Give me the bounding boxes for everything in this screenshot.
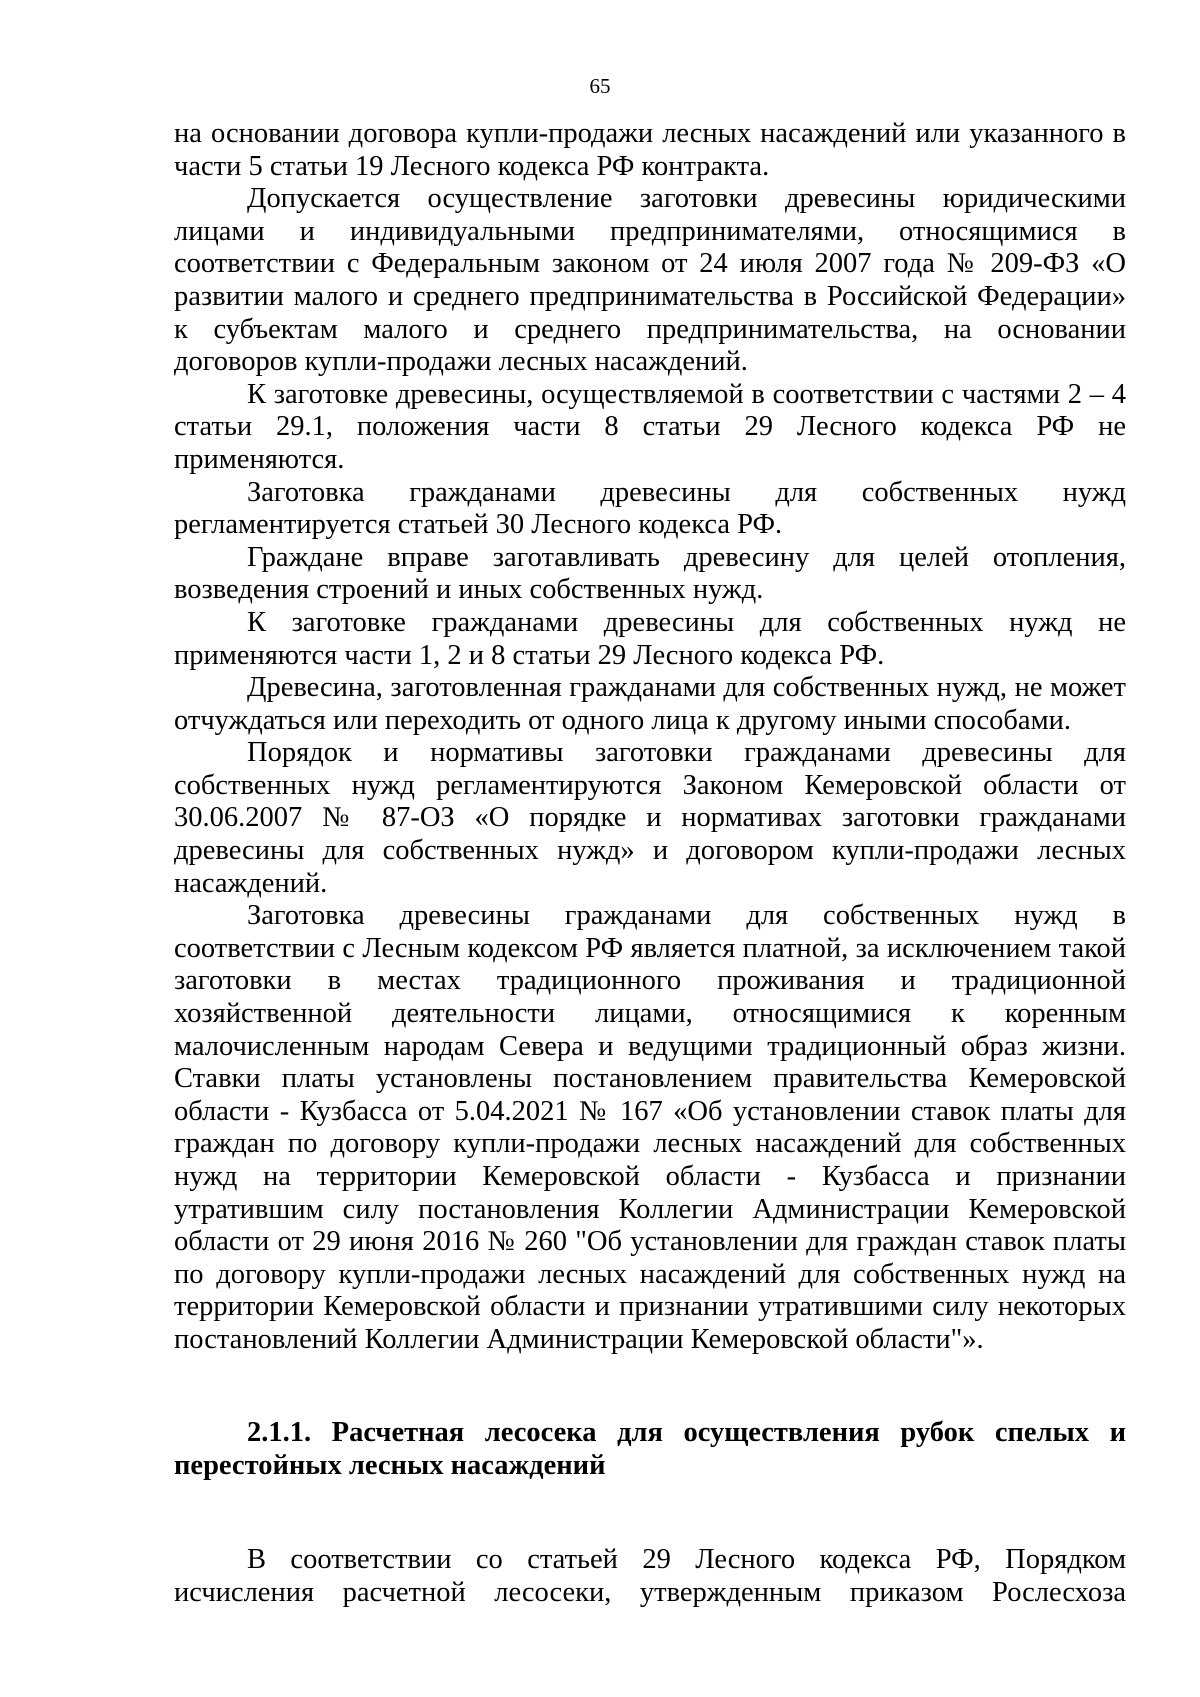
paragraph: Допускается осуществление заготовки древесины юридическими лицами и индивидуальными предпринимателями, относящимися в соответствии с Федеральным законом от 24 июля 2007 года № 209-ФЗ «О развитии малого и среднего предпринимательства в Российской Федерации» к субъектам малого и среднего предпринимательства, на основании договоров купли-продажи лесных насаждений.: [174, 183, 1126, 378]
body-text: [174, 118, 1126, 1357]
paragraph: на основании договора купли-продажи лесных насаждений или указанного в части 5 статьи 19 Лесного кодекса РФ контракта.: [174, 118, 1126, 182]
paragraph: Заготовка древесины гражданами для собственных нужд в соответствии с Лесным кодексом РФ является платной, за исключением такой заготовки в местах традиционного проживания и традиционной хозяйственной деятельности лицами, относящимися к коренным малочисленным народам Севера и ведущими традиционный образ жизни. Ставки платы установлены постановлением правительства Кемеровской области - Кузбасса от 5.04.2021 № 167 «Об установлении ставок платы для граждан по договору купли-продажи лесных насаждений для собственных нужд на территории Кемеровской области - Кузбасса и признании утратившим силу постановления Коллегии Администрации Кемеровской области от 29 июня 2016 № 260 "Об установлении для граждан ставок платы по договору купли-продажи лесных насаждений для собственных нужд на территории Кемеровской области и признании утратившими силу некоторых постановлений Коллегии Администрации Кемеровской области"».: [174, 900, 1126, 1355]
paragraph: К заготовке древесины, осуществляемой в соответствии с частями 2 – 4 статьи 29.1, положения части 8 статьи 29 Лесного кодекса РФ не применяются.: [174, 378, 1126, 475]
paragraph: К заготовке гражданами древесины для собственных нужд не применяются части 1, 2 и 8 статьи 29 Лесного кодекса РФ.: [174, 606, 1126, 671]
section-heading: 2.1.1. Расчетная лесосека для осуществления рубок спелых и перестойных лесных насаждений: [174, 1417, 1126, 1481]
closing-paragraph: В соответствии со статьей 29 Лесного кодекса РФ, Порядком исчисления расчетной лесосеки, утвержденным приказом Рослесхоза: [174, 1544, 1126, 1608]
page-number: 65: [589, 74, 611, 98]
paragraph: Граждане вправе заготавливать древесину для целей отопления, возведения строений и иных собственных нужд.: [174, 541, 1126, 606]
paragraph: Заготовка гражданами древесины для собственных нужд регламентируется статьей 30 Лесного кодекса РФ.: [174, 476, 1126, 541]
paragraph: Древесина, заготовленная гражданами для собственных нужд, не может отчуждаться или переходить от одного лица к другому иными способами.: [174, 672, 1126, 736]
paragraph: Порядок и нормативы заготовки гражданами древесины для собственных нужд регламентируются Законом Кемеровской области от 30.06.2007 № 87-ОЗ «О порядке и нормативах заготовки гражданами древесины для собственных нужд» и договором купли-продажи лесных насаждений.: [174, 737, 1126, 899]
